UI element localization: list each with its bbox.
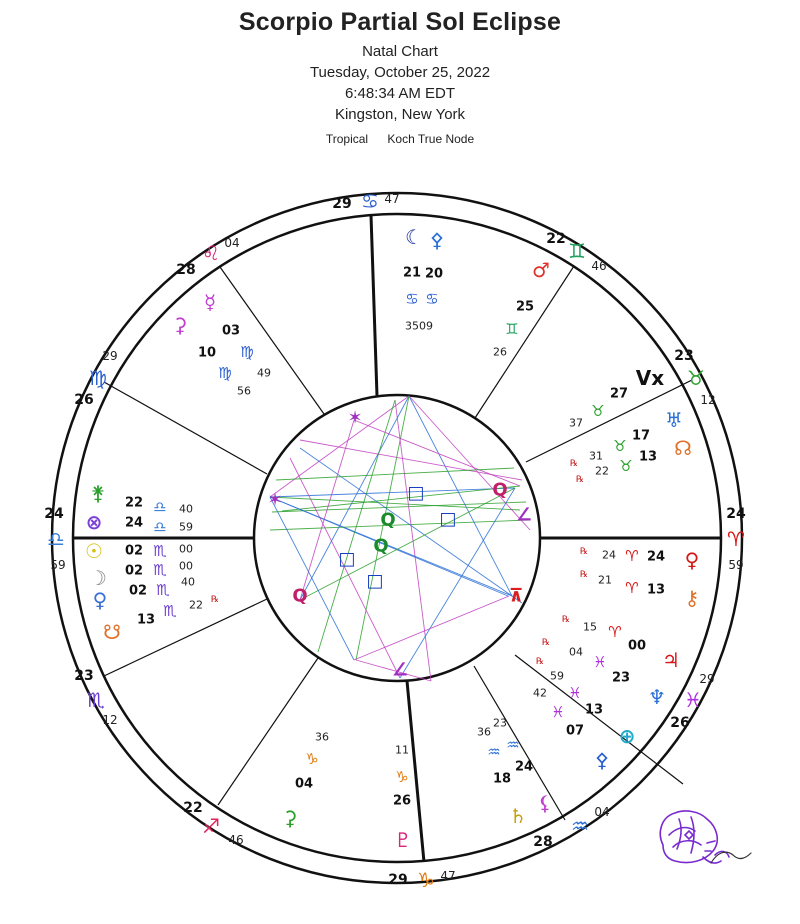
planet-minutes: 11: [395, 743, 409, 757]
quintile-aspect-1: Q: [492, 479, 508, 501]
mercury-glyph: ☿: [203, 290, 217, 314]
biquintile-aspect-1: Q: [380, 509, 396, 531]
cusp-degree: 28: [533, 834, 553, 850]
cancer-glyph: ♋: [425, 290, 439, 308]
planet-descending-node: [103, 595, 219, 644]
planet-minutes: 00: [179, 559, 193, 573]
pisces-glyph: ♓: [568, 684, 582, 702]
vesta-glyph: ⊗: [85, 510, 103, 534]
planet-sun: [85, 539, 193, 563]
retrograde-icon: ℞: [579, 570, 589, 580]
pluto-glyph: ♇: [394, 828, 412, 852]
aquarius-glyph: ♒: [571, 814, 589, 838]
planet-minutes: 36: [315, 730, 329, 744]
aspect-line: [300, 440, 522, 480]
planet-lilith: [493, 717, 552, 816]
mars-glyph: ♂: [532, 258, 550, 282]
jupiter-glyph: ♃: [662, 648, 680, 672]
retrograde-icon: ℞: [541, 638, 551, 648]
pisces-glyph: ♓: [551, 703, 565, 721]
cusp-minutes: 59: [50, 558, 66, 572]
scorpio-glyph: ♏: [87, 688, 105, 712]
planet-minutes: 21: [598, 573, 612, 587]
taurus-glyph: ♉: [687, 366, 705, 390]
planet-minutes: 40: [179, 502, 193, 516]
cusp-minutes: 47: [440, 869, 456, 883]
planet-jupiter: [562, 615, 680, 672]
planet-minutes: 22: [189, 598, 203, 612]
aspect-line: [270, 396, 409, 497]
planet-degree: 25: [515, 299, 535, 315]
planet-degree: 13: [646, 582, 666, 598]
house-cusp-label-8: [674, 348, 715, 407]
capricorn-glyph: ♑: [305, 750, 319, 768]
planet-ceres: [283, 731, 329, 831]
planet-vesta: [86, 510, 193, 536]
pallas-glyph: ⚴: [594, 748, 610, 772]
cusp-degree: 22: [546, 231, 566, 247]
planet-minutes: 49: [257, 366, 271, 380]
scorpio-glyph: ♏: [153, 561, 167, 579]
sagittarius-glyph: ♐: [202, 814, 220, 838]
saturn-glyph: ♄: [509, 804, 527, 828]
cusp-minutes: 12: [700, 393, 716, 407]
house-cusp-label-1: [44, 506, 65, 572]
planet-degree: 00: [627, 638, 647, 654]
juno-glyph: ⚵: [90, 481, 106, 505]
semisextile-aspect-1: ∠: [515, 504, 533, 526]
quintile-aspect-2: Q: [292, 585, 308, 607]
sextile-aspect-2: ✶: [267, 489, 283, 511]
aspect-line: [395, 400, 431, 681]
planet-eris: [580, 547, 699, 572]
artist-signature: [660, 811, 751, 863]
house-cusp-label-4: [388, 868, 455, 892]
planet-minutes: 59: [550, 669, 564, 683]
neptune-glyph: ♆: [648, 685, 666, 709]
aspect-line: [276, 468, 514, 480]
cusp-minutes: 59: [728, 558, 744, 572]
chart-time: 6:48:34 AM EDT: [344, 85, 456, 102]
planet-degree: 02: [124, 563, 144, 579]
aquarius-glyph: ♒: [487, 743, 501, 761]
scorpio-glyph: ♏: [156, 581, 170, 599]
chart-type: Natal Chart: [362, 43, 438, 60]
house-cusp-lines: [74, 215, 721, 862]
sun-glyph: ☉: [85, 539, 103, 563]
planet-minutes: 42: [533, 686, 547, 700]
pisces-glyph: ♓: [593, 653, 607, 671]
cusp-minutes: 46: [591, 259, 607, 273]
aspect-line: [300, 488, 515, 600]
gemini-glyph: ♊: [505, 320, 519, 338]
planet-minutes: 15: [583, 620, 597, 634]
planet-degree: 26: [392, 793, 412, 809]
gemini-glyph: ♊: [568, 239, 586, 263]
planet-degree: 03: [221, 323, 241, 339]
planet-minutes: 37: [569, 416, 583, 430]
planet-minutes: 40: [181, 575, 195, 589]
capricorn-glyph: ♑: [417, 868, 435, 892]
planet-minutes: 04: [569, 645, 583, 659]
hygiea-glyph: ⚴: [429, 228, 445, 252]
scorpio-glyph: ♏: [163, 602, 177, 620]
libra-glyph: ♎: [47, 527, 65, 551]
scorpio-glyph: ♏: [153, 542, 167, 560]
libra-glyph: ♎: [153, 518, 167, 536]
planet-vertex: [569, 366, 664, 430]
aquarius-glyph: ♒: [506, 736, 520, 754]
eris-glyph: ♀: [684, 548, 700, 572]
taurus-glyph: ♉: [619, 457, 633, 475]
aspect-lines: [270, 396, 533, 681]
planet-juno: [91, 481, 193, 516]
planet-black-moon: [403, 225, 423, 333]
square-aspect-3: □: [338, 548, 356, 570]
cusp-degree: 29: [388, 872, 408, 888]
lilith-glyph: ⚸: [537, 791, 553, 815]
planet-degree: 24: [646, 549, 666, 565]
aspect-line: [400, 488, 515, 678]
taurus-glyph: ♉: [591, 402, 605, 420]
sextile-aspect-1: ✶: [347, 407, 363, 429]
planet-degree: 13: [136, 612, 156, 628]
capricorn-glyph: ♑: [395, 768, 409, 786]
retrograde-icon: ℞: [210, 595, 220, 605]
planet-degree: 04: [294, 776, 314, 792]
retrograde-icon: ℞: [569, 459, 579, 469]
planet-degree: 27: [609, 386, 629, 402]
planet-degree: 13: [584, 702, 604, 718]
chart-date: Tuesday, October 25, 2022: [309, 64, 491, 81]
cusp-degree: 22: [183, 800, 203, 816]
planet-degree: 20: [424, 266, 444, 282]
retrograde-icon: ℞: [535, 657, 545, 667]
planet-degree: 24: [514, 759, 534, 775]
fortune-glyph: ⊕: [618, 724, 636, 748]
planet-minutes: 09: [419, 319, 433, 333]
planet-degree: 02: [128, 583, 148, 599]
semisextile-aspect-2: ∠: [391, 659, 409, 681]
planet-pluto: [393, 744, 412, 853]
aries-glyph: ♈: [608, 623, 622, 641]
house-cusp-line: [371, 215, 377, 396]
libra-glyph: ♎: [153, 498, 167, 516]
cusp-degree: 26: [670, 715, 690, 731]
cusp-minutes: 29: [102, 349, 118, 363]
venus-glyph: ♀: [92, 588, 108, 612]
planet-minutes: 23: [493, 716, 507, 730]
cusp-degree: 26: [74, 392, 94, 408]
planet-degree: 13: [638, 449, 658, 465]
house-cusp-line: [220, 267, 324, 414]
aries-glyph: ♈: [625, 579, 639, 597]
planet-mars: [493, 258, 550, 359]
inner-aspect-ring: [254, 395, 540, 681]
aries-glyph: ♈: [727, 527, 745, 551]
sesquiquadrate-aspect: ⊼: [508, 585, 524, 607]
square-aspect-2: □: [439, 508, 457, 530]
planet-minutes: 31: [589, 449, 603, 463]
planet-degree: 02: [124, 543, 144, 559]
planet-minutes: 26: [493, 345, 507, 359]
planet-minutes: 59: [179, 520, 193, 534]
cusp-minutes: 47: [384, 192, 400, 206]
house-cusp-label-12: [74, 349, 117, 408]
uranus-glyph: ♅: [665, 408, 683, 432]
aspect-line: [300, 448, 522, 603]
cusp-degree: 28: [176, 262, 196, 278]
planet-minutes: 24: [602, 548, 616, 562]
planet-degree: 22: [124, 495, 144, 511]
house-cusp-label-10: [332, 189, 399, 213]
house-cusp-label-9: [546, 231, 606, 273]
planet-degree: 21: [402, 265, 422, 281]
house-system: Koch True Node: [387, 132, 475, 146]
cancer-glyph: ♋: [361, 189, 379, 213]
virgo-glyph: ♍: [240, 343, 254, 361]
cusp-minutes: 04: [594, 805, 610, 819]
cusp-degree: 23: [674, 348, 694, 364]
square-aspect-4: □: [366, 570, 384, 592]
cusp-minutes: 04: [224, 236, 240, 250]
chart-place: Kingston, New York: [334, 106, 466, 123]
cancer-glyph: ♋: [405, 290, 419, 308]
chiron-glyph: ⚷: [684, 586, 700, 610]
house-cusp-line: [475, 266, 574, 418]
virgo-glyph: ♍: [218, 364, 232, 382]
planet-degree: 17: [631, 428, 651, 444]
retrograde-icon: ℞: [575, 475, 585, 485]
cusp-degree: 23: [74, 668, 94, 684]
house-cusp-label-7: [726, 506, 746, 572]
planet-degree: 10: [197, 345, 217, 361]
north-node-glyph: ☊: [674, 436, 692, 460]
taurus-glyph: ♉: [613, 437, 627, 455]
planet-degree: 24: [124, 515, 144, 531]
ceres-glyph: ⚳: [282, 806, 298, 830]
pisces-glyph: ♓: [684, 688, 702, 712]
aspect-glyph-layer: [267, 408, 532, 681]
cusp-minutes: 12: [102, 713, 118, 727]
planet-minutes: 56: [237, 384, 251, 398]
chart-title: Scorpio Partial Sol Eclipse: [238, 8, 562, 36]
cusp-minutes: 29: [699, 672, 715, 686]
retrograde-icon: ℞: [579, 547, 589, 557]
virgo-glyph: ♍: [89, 366, 107, 390]
descending-node-glyph: ☋: [103, 620, 121, 644]
planet-minutes: 22: [595, 464, 609, 478]
square-aspect-1: □: [407, 482, 425, 504]
aries-glyph: ♈: [625, 547, 639, 565]
leo-glyph: ♌: [202, 241, 220, 265]
black-moon-glyph: ☾: [405, 225, 423, 249]
planet-degree: 07: [565, 723, 585, 739]
house-cusp-label-2: [74, 668, 117, 727]
vertex-glyph: Vx: [635, 366, 665, 390]
house-cusp-line: [104, 599, 267, 676]
planet-venus: [93, 576, 195, 613]
cusp-degree: 29: [332, 196, 352, 212]
planet-chiron: [580, 570, 699, 610]
house-cusp-label-11: [176, 236, 239, 278]
house-cusp-label-3: [183, 800, 243, 847]
biquintile-aspect-2: Q: [373, 535, 389, 557]
moon-glyph: ☽: [89, 566, 107, 590]
planet-minutes: 36: [477, 725, 491, 739]
planet-degree: 18: [492, 771, 512, 787]
aspect-line: [300, 420, 354, 600]
zodiac-type: Tropical: [325, 132, 369, 146]
ascendant-ruler-glyph: ⚳: [172, 313, 188, 337]
planet-degree: 23: [611, 670, 631, 686]
planet-mercury: [204, 290, 271, 380]
planet-minutes: 00: [179, 542, 193, 556]
cusp-minutes: 46: [228, 833, 244, 847]
planet-minutes: 35: [405, 319, 419, 333]
retrograde-icon: ℞: [561, 615, 571, 625]
cusp-degree: 24: [726, 506, 746, 522]
cusp-degree: 24: [44, 506, 64, 522]
